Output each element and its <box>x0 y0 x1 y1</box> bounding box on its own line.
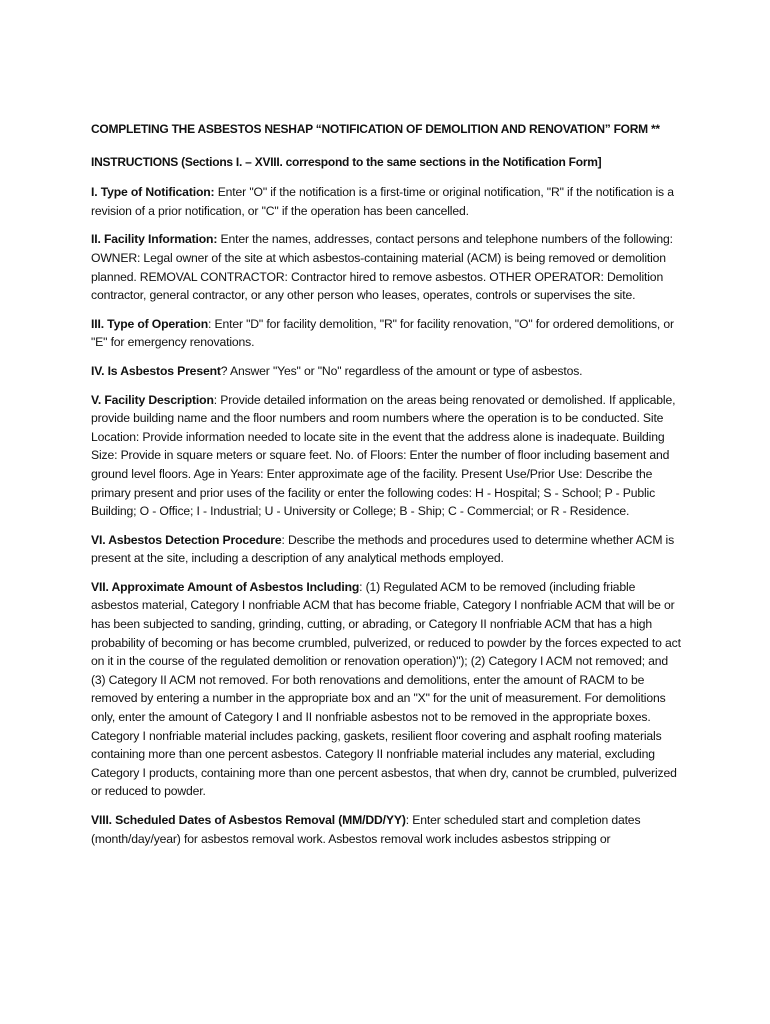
section-heading: I. Type of Notification: <box>91 185 215 200</box>
section-heading: VIII. Scheduled Dates of Asbestos Removal (MM/DD/YY) <box>91 813 406 827</box>
section-heading: V. Facility Description <box>91 392 214 407</box>
section-text: : Describe the methods and procedures used to determine whether ACM is present at the site, including a description of any analytical methods employed. <box>91 532 675 566</box>
section-heading: IV. Is Asbestos Present <box>91 363 221 378</box>
section-approximate-amount <box>91 578 683 801</box>
section-heading: III. Type of Operation <box>91 316 209 331</box>
section-text: : (1) Regulated ACM to be removed (including friable asbestos material, Category I nonfriable ACM that has become friable, Category I nonfriable ACM that will be or has been subjected to sanding, grinding, cutting, or abrading, or Category II nonfriable ACM that has a high probability of becoming or has become crumbled, pulverized, or reduced to powder by the forces expected to act on it in the course of the regulated demolition or renovation operation)"); (2) Category I ACM not removed; and (3) Category II ACM not removed. For both renovations and demolitions, enter the amount of RACM to be removed by entering a number in the appropriate box and an "X" for the unit of measurement. For demolitions only, enter the amount of Category I and II nonfriable asbestos not to be removed in the appropriate boxes. Category I nonfriable material includes packing, gaskets, resilient floor covering and asphalt roofing materials containing more than one percent asbestos. Category II nonfriable material includes any material, excluding Category I products, containing more than one percent asbestos, that when dry, cannot be crumbled, pulverized or reduced to powder. <box>91 579 681 799</box>
document-page <box>91 120 683 858</box>
section-text: : Provide detailed information on the areas being renovated or demolished. If applicable, provide building name and the floor numbers and room numbers where the operation is to be conducted. Site Location: Provide information needed to locate site in the event that the address alone is inadequate. Building Size: Provide in square meters or square feet. No. of Floors: Enter the number of floor including basement and ground level floors. Age in Years: Enter approximate age of the facility. Present Use/Prior Use: Describe the primary present and prior uses of the facility or enter the following codes: H - Hospital; S - School; P - Public Building; O - Office; I - Industrial; U - University or College; B - Ship; C - Commercial; or R - Residence. <box>91 392 676 519</box>
instructions-heading: INSTRUCTIONS (Sections I. – XVIII. correspond to the same sections in the Notification Form] <box>91 154 602 169</box>
section-heading: VII. Approximate Amount of Asbestos Including <box>91 579 360 594</box>
section-text: : Enter scheduled start and completion dates (month/day/year) for asbestos removal work. Asbestos removal work includes asbestos stripping or <box>91 813 641 846</box>
section-type-of-operation <box>91 315 683 352</box>
section-text: ? Answer "Yes" or "No" regardless of the amount or type of asbestos. <box>220 363 583 378</box>
section-facility-information <box>91 230 683 304</box>
section-facility-description <box>91 391 683 521</box>
section-heading: II. Facility Information: <box>91 232 218 247</box>
section-asbestos-present <box>91 362 683 381</box>
section-heading: VI. Asbestos Detection Procedure <box>91 532 282 547</box>
document-title: COMPLETING THE ASBESTOS NESHAP “NOTIFICATION OF DEMOLITION AND RENOVATION” FORM ** <box>91 122 660 136</box>
section-type-of-notification <box>91 183 683 220</box>
section-text: Enter the names, addresses, contact persons and telephone numbers of the following: OWNER: Legal owner of the site at which asbestos-containing material (ACM) is being removed or demolition planned. REMOVAL CONTRACTOR: Contractor hired to remove asbestos. OTHER OPERATOR: Demolition contractor, general contractor, or any other person who leases, operates, controls or supervises the site. <box>91 232 673 303</box>
section-text: : Enter "D" for facility demolition, "R" for facility renovation, "O" for ordered demolitions, or "E" for emergency renovations. <box>91 316 674 350</box>
section-scheduled-dates <box>91 811 683 848</box>
section-text: Enter "O" if the notification is a first-time or original notification, "R" if the notification is a revision of a prior notification, or "C" if the operation has been cancelled. <box>91 185 674 218</box>
section-detection-procedure <box>91 531 683 568</box>
